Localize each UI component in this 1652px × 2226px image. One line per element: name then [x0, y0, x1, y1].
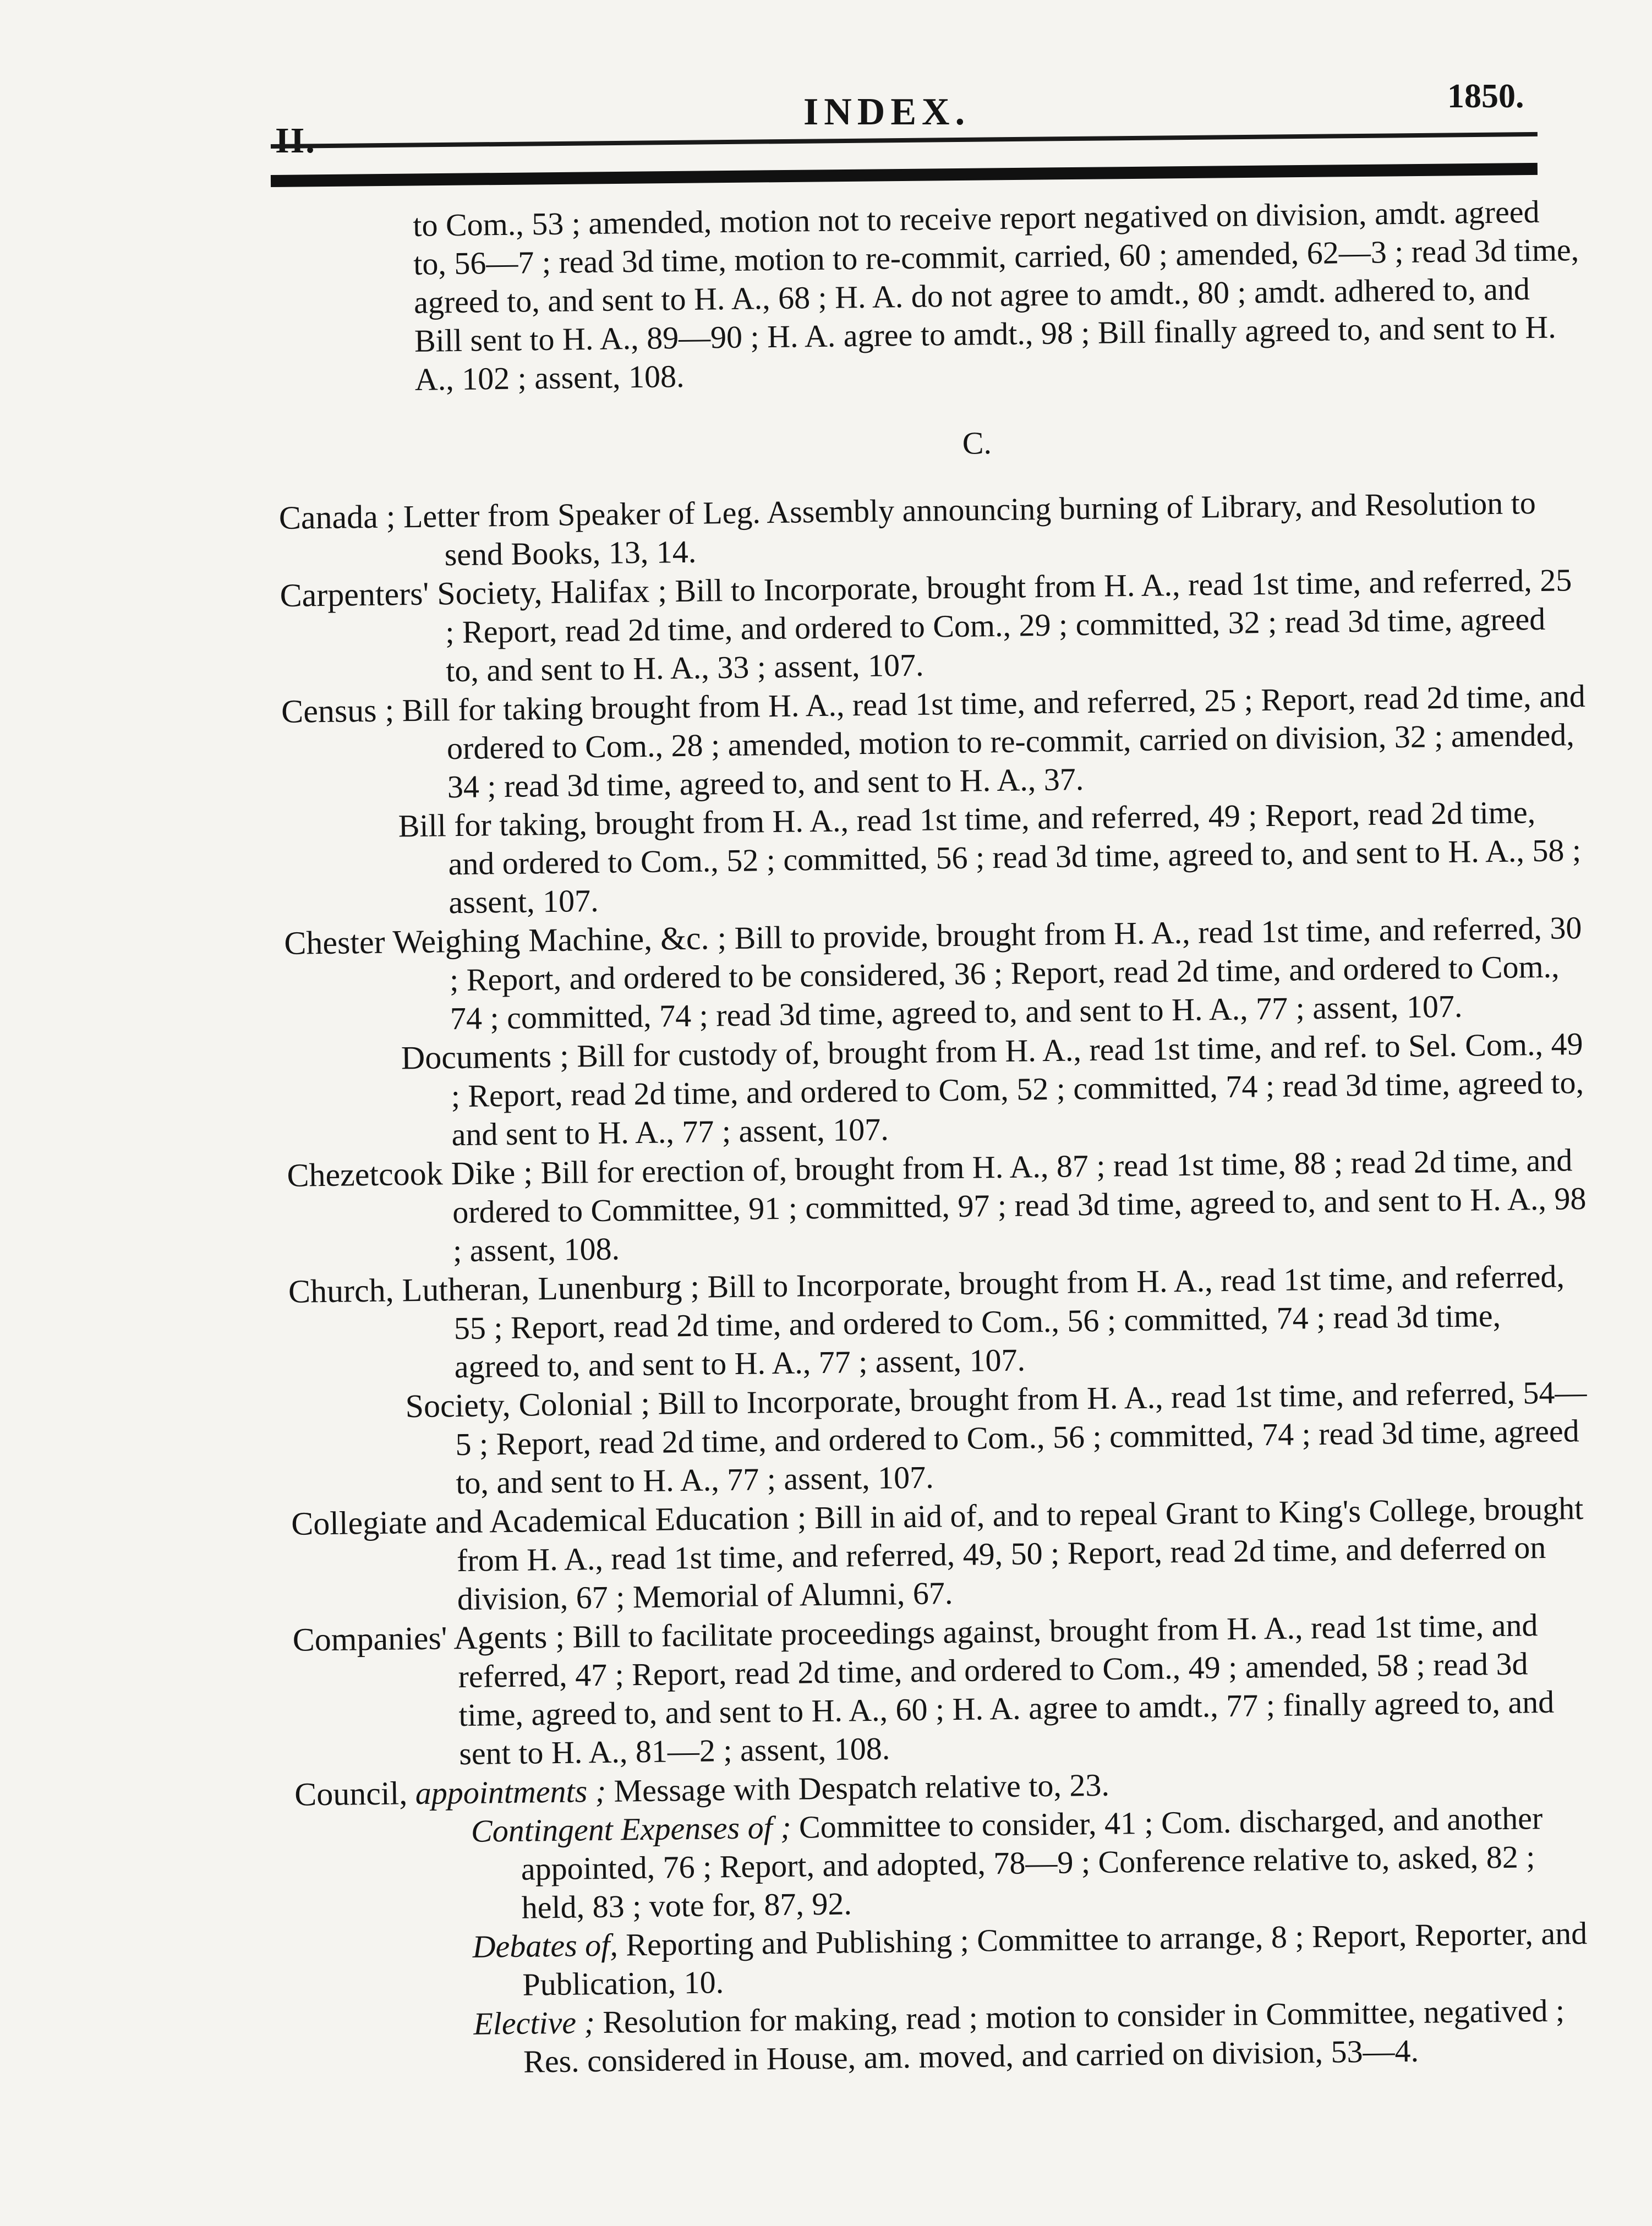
entry-sublabel: Elective ; — [473, 2004, 595, 2042]
entry-heading: Census ; — [281, 692, 395, 730]
entry-sublabel: Debates of, — [472, 1927, 619, 1965]
entry-text: Reporting and Publishing ; Committee to arrange, 8 ; Report, Reporter, and Publication, 10. — [522, 1915, 1588, 2003]
entry-text: Bill for custody of, brought from H. A., read 1st time, and ref. to Sel. Com., 49 ; Report, read 2d time, and ordered to Com, 52 ; committed, 74 ; read 3d time, agreed to, and sent to H. A., 77 ; assent, 107. — [451, 1026, 1584, 1153]
entry-text: Bill to provide, brought from H. A., read 1st time, and referred, 30 ; Report, and ordered to be considered, 36 ; Report, read 2d time, and ordered to Com., 74 ; committed, 74 ; read 3d time, agreed to, and sent to H. A., 77 ; assent, 107. — [449, 910, 1582, 1037]
entry-heading: Documents ; — [401, 1037, 570, 1076]
page-year: 1850. — [1447, 78, 1524, 115]
entry-text: Bill in aid of, and to repeal Grant to King's College, brought from H. A., read 1st time, and referred, 49, 50 ; Report, read 2d time, and deferred on division, 67 ; Memorial of Alumni, 67. — [456, 1490, 1584, 1617]
index-body — [275, 192, 1602, 2084]
index-entry-census — [281, 676, 1587, 808]
index-entry-council-elective — [297, 1991, 1602, 2084]
entry-text: Letter from Speaker of Leg. Assembly announcing burning of Library, and Resolution to send Books, 13, 14. — [403, 485, 1536, 573]
entry-text: Bill to facilitate proceedings against, brought from H. A., read 1st time, and referred, 47 ; Report, read 2d time, and ordered to Com., 49 ; amended, 58 ; read 3d time, agreed to, and sent to H. A., 60 ; H. A. agree to amdt., 77 ; finally agreed to, and sent to H. A., 81—2 ; assent, 108. — [458, 1607, 1555, 1772]
entry-heading: Church, Lutheran, Lunenburg ; — [288, 1268, 700, 1310]
index-entry-chester-weighing-machine — [284, 908, 1589, 1040]
entry-text: Bill for taking, brought from H. A., read 1st time, and referred, 49 ; Report, read 2d time, and ordered to Com., 52 ; committed, 56 ; read 3d time, agreed to, and sent to H. A., 58 ; assent, 107. — [398, 794, 1582, 921]
entry-heading: Society, Colonial ; — [405, 1385, 650, 1425]
header-rule-thin — [271, 132, 1538, 149]
section-letter: C. — [962, 425, 992, 461]
entry-text: Committee to consider, 41 ; Com. discharged, and another appointed, 76 ; Report, and adopted, 78—9 ; Conference relative to, asked, 82 ; held, 83 ; vote for, 87, 92. — [521, 1800, 1543, 1926]
entry-heading: Carpenters' Society, Halifax ; — [280, 572, 668, 614]
entry-sublabel: Contingent Expenses of ; — [471, 1809, 791, 1849]
header-rule-thick — [271, 163, 1538, 187]
index-entry-chezetcook-dike — [287, 1140, 1592, 1272]
folio-number: II. — [275, 121, 316, 161]
entry-heading: Collegiate and Academical Education ; — [291, 1499, 807, 1542]
index-entry-church-society-colonial — [289, 1372, 1595, 1505]
index-entry-collegiate-education — [291, 1489, 1596, 1621]
entry-text: Bill to Incorporate, brought from H. A., read 1st time, and referred, 54—5 ; Report, read 2d time, and ordered to Com., 56 ; committed, 74 ; read 3d time, agreed to, and sent to H. A., 77 ; assent, 107. — [455, 1374, 1587, 1501]
entry-heading: Council, — [294, 1775, 408, 1813]
index-entry-chester-documents — [285, 1024, 1590, 1156]
index-entry-census-second-bill — [282, 792, 1588, 924]
continued-entry: to Com., 53 ; amended, motion not to receive report negatived on division, amdt. agreed to, 56—7 ; read 3d time, motion to re-commit, carried, 60 ; amended, 62—3 ; read 3d time, agreed to, and sent to H. A., 68 ; H. A. do not agree to amdt., 80 ; amdt. adhered to, and Bill sent to H. A., 89—90 ; H. A. agree to amdt., 98 ; Bill finally agreed to, and sent to H. A., 102 ; assent, 108. — [413, 193, 1579, 397]
page-title: INDEX. — [803, 91, 971, 133]
entry-text: Bill for erection of, brought from H. A., 87 ; read 1st time, 88 ; read 2d time, and ordered to Committee, 91 ; committed, 97 ; read 3d time, agreed to, and sent to H. A., 98 ; assent, 108. — [452, 1142, 1587, 1269]
entry-text: Resolution for making, read ; motion to consider in Committee, negatived ; Res. considered in House, am. moved, and carried on division, 53—4. — [523, 1992, 1565, 2080]
entry-text: Bill for taking brought from H. A., read 1st time, and referred, 25 ; Report, read 2d time, and ordered to Com., 28 ; amended, motion to re-commit, carried on division, 32 ; amended, 34 ; read 3d time, agreed to, and sent to H. A., 37. — [402, 677, 1586, 805]
index-entry-council-contingent-expenses — [295, 1798, 1600, 1930]
index-entry-carpenters-society — [280, 560, 1585, 692]
entry-heading: Companies' Agents ; — [292, 1618, 565, 1658]
index-entry-companies-agents — [292, 1605, 1598, 1775]
entry-text: Message with Despatch relative to, 23. — [614, 1766, 1110, 1809]
entry-heading: Chester Weighing Machine, &c. ; — [283, 920, 727, 961]
entry-sublabel: appointments ; — [415, 1773, 606, 1812]
entry-text: Bill to Incorporate, brought from H. A., read 1st time, and referred, 25 ; Report, read 2d time, and ordered to Com., 29 ; committed, 32 ; read 3d time, agreed to, and sent to H. A., 33 ; assent, 107. — [445, 562, 1572, 689]
entry-heading: Chezetcook Dike ; — [287, 1154, 533, 1194]
entry-heading: Canada ; — [278, 498, 396, 536]
index-entry-church-lutheran — [288, 1256, 1594, 1388]
entry-text: Bill to Incorporate, brought from H. A., read 1st time, and referred, 55 ; Report, read 2d time, and ordered to Com., 56 ; committed, 74 ; read 3d time, agreed to, and sent to H. A., 77 ; assent, 107. — [453, 1258, 1565, 1385]
